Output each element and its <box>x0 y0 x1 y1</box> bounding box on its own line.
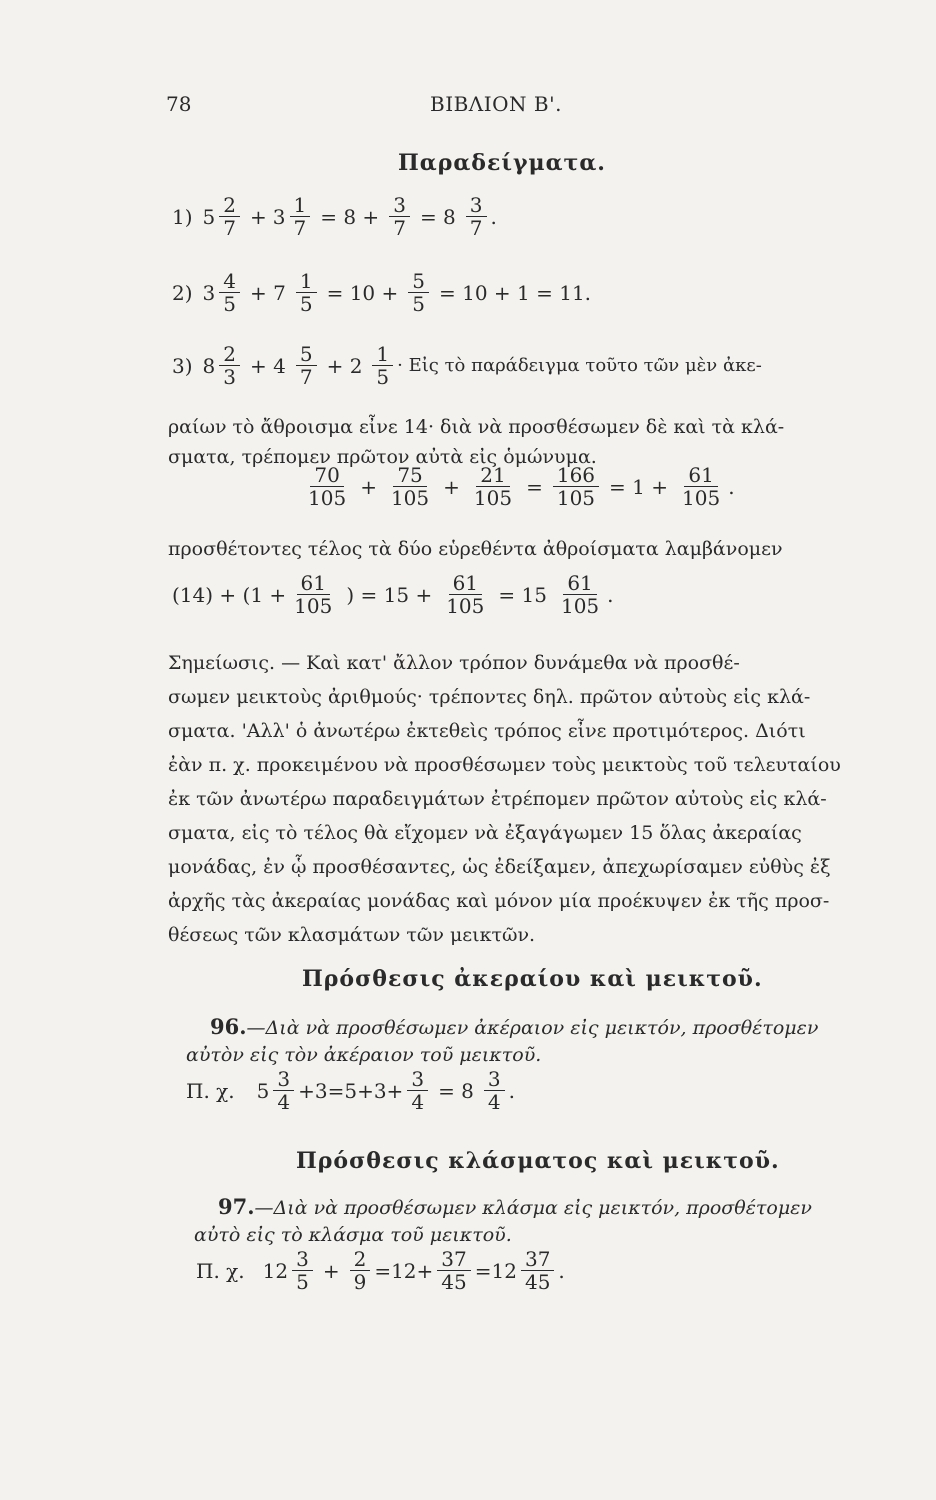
example-label: 1) <box>172 204 193 229</box>
note-line: ἀρχῆς τὰς ἀκεραίας μονάδας καὶ μόνον μία προέκυψεν ἐκ τῆς προσ- <box>168 890 830 912</box>
section-96-line <box>210 1014 818 1039</box>
fraction: $\frac{37}{45}$ <box>521 1248 554 1293</box>
section-text: —Διὰ νὰ προσθέσωμεν ἀκέραιον εἰς μεικτόν, προσθέτομεν <box>246 1017 819 1039</box>
example-2 <box>172 270 597 315</box>
fraction: $\frac{3}{4}$ <box>407 1068 428 1113</box>
equation-part: (14) + (1 + <box>172 582 287 607</box>
operator: +3=5+3+ <box>298 1078 404 1103</box>
operator: = 8 <box>438 1078 474 1103</box>
whole: 12 <box>262 1258 289 1283</box>
fraction: $\frac{3}{5}$ <box>292 1248 313 1293</box>
fraction: $\frac{2}{9}$ <box>350 1248 371 1293</box>
example-label: Π. χ. <box>196 1258 245 1283</box>
fraction: $\frac{5}{7}$ <box>296 343 317 388</box>
fraction: $\frac{3}{7}$ <box>389 194 410 239</box>
paragraph-line: προσθέτοντες τέλος τὰ δύο εὑρεθέντα ἀθροίσματα λαμβάνομεν <box>168 538 783 560</box>
fraction: $\frac{1}{7}$ <box>290 194 311 239</box>
operator: = 15 <box>498 582 547 607</box>
fraction: $\frac{37}{45}$ <box>437 1248 470 1293</box>
operator: = 1 + <box>609 474 669 499</box>
fraction: $\frac{70}{105}$ <box>308 463 347 510</box>
fraction: $\frac{3}{4}$ <box>484 1068 505 1113</box>
note-line: σματα, εἰς τὸ τέλος θὰ εἴχομεν νὰ ἐξαγάγωμεν 15 ὅλας ἀκεραίας <box>168 822 802 844</box>
fraction: $\frac{5}{5}$ <box>408 270 429 315</box>
running-title: ΒΙΒΛΙΟΝ Β'. <box>430 92 562 116</box>
fraction: $\frac{1}{5}$ <box>372 343 393 388</box>
note-line: μονάδας, ἐν ᾧ προσθέσαντες, ὡς ἐδείξαμεν, ἀπεχωρίσαμεν εὐθὺς ἐξ <box>168 856 831 878</box>
page-number: 78 <box>166 92 192 116</box>
period: . <box>508 1078 515 1103</box>
operator: = 10 + <box>326 280 399 305</box>
operator: + 2 <box>326 353 363 378</box>
operator: + <box>250 204 267 229</box>
section-97-line: αὐτὸ εἰς τὸ κλάσμα τοῦ μεικτοῦ. <box>194 1224 512 1246</box>
example-1 <box>172 194 497 239</box>
note-line: ἐκ τῶν ἀνωτέρω παραδειγμάτων ἐτρέπομεν πρῶτον αὐτοὺς εἰς κλά- <box>168 788 827 810</box>
fraction: $\frac{61}{105}$ <box>446 571 485 618</box>
example-3 <box>172 343 762 388</box>
paragraph-line: ραίων τὸ ἄθροισμα εἶνε 14· διὰ νὰ προσθέσωμεν δὲ καὶ τὰ κλά- <box>168 416 785 438</box>
fraction: $\frac{21}{105}$ <box>473 463 513 510</box>
section-97-line <box>218 1194 812 1219</box>
section-number: 97. <box>218 1194 255 1219</box>
whole: 3 <box>272 204 286 229</box>
fraction: $\frac{3}{4}$ <box>273 1068 294 1113</box>
fraction: $\frac{61}{105}$ <box>294 571 333 618</box>
section-text: —Διὰ νὰ προσθέσωμεν κλάσμα εἰς μεικτόν, προσθέτομεν <box>254 1197 812 1219</box>
example-label: Π. χ. <box>186 1078 235 1103</box>
note-line: Σημείωσις. — Καὶ κατ' ἄλλον τρόπον δυνάμεθα νὰ προσθέ- <box>168 652 740 674</box>
period: . <box>558 1258 565 1283</box>
fraction: $\frac{2}{7}$ <box>219 194 240 239</box>
note-line: σματα. 'Αλλ' ὁ ἀνωτέρω ἐκτεθεὶς τρόπος εἶνε προτιμότερος. Διότι <box>168 720 806 742</box>
sum-equation: $\frac{70}{105}$ + $\frac{75}{105}$ + $\frac{21}{105}$ = $\frac{166}{105}$ = 1 + $\frac{61}{105}$ . <box>300 464 735 509</box>
whole: 5 <box>256 1078 270 1103</box>
period: . <box>490 204 497 229</box>
whole: 8 <box>202 353 216 378</box>
examples-heading: Παραδείγματα. <box>398 150 606 176</box>
section-96-line: αὐτὸν εἰς τὸν ἀκέραιον τοῦ μεικτοῦ. <box>186 1044 542 1066</box>
example-label: 3) <box>172 353 193 378</box>
fraction: $\frac{1}{5}$ <box>296 270 317 315</box>
fraction: $\frac{2}{3}$ <box>219 343 240 388</box>
section-97-example <box>196 1248 565 1293</box>
note-line: θέσεως τῶν κλασμάτων τῶν μεικτῶν. <box>168 924 536 946</box>
fraction: $\frac{61}{105}$ <box>682 463 721 510</box>
period: . <box>607 582 614 607</box>
final-equation <box>172 572 614 617</box>
section-number: 96. <box>210 1014 247 1039</box>
period: . <box>728 474 735 499</box>
operator: ) = 15 + <box>346 582 433 607</box>
fraction: $\frac{75}{105}$ <box>390 463 430 510</box>
operator: + <box>322 1258 340 1283</box>
note-line: σωμεν μεικτοὺς ἀριθμούς· τρέποντες δηλ. πρῶτον αὐτοὺς εἰς κλά- <box>168 686 811 708</box>
fraction: $\frac{166}{105}$ <box>553 464 599 509</box>
fraction: $\frac{3}{7}$ <box>466 194 487 239</box>
section-97-heading: Πρόσθεσις κλάσματος καὶ μεικτοῦ. <box>296 1148 780 1174</box>
operator: = 8 <box>419 204 456 229</box>
operator: = 10 + 1 = 11. <box>439 280 592 305</box>
fraction: $\frac{4}{5}$ <box>219 270 240 315</box>
section-96-example <box>186 1068 515 1113</box>
fraction: $\frac{61}{105}$ <box>560 571 600 618</box>
operator: = 8 + <box>320 204 380 229</box>
whole: 3 <box>202 280 216 305</box>
example-label: 2) <box>172 280 193 305</box>
operator: =12+ <box>374 1258 434 1283</box>
whole: 5 <box>202 204 216 229</box>
example-text: · Εἰς τὸ παράδειγμα τοῦτο τῶν μὲν ἀκε- <box>397 355 762 376</box>
note-line: ἐὰν π. χ. προκειμένου νὰ προσθέσωμεν τοὺς μεικτοὺς τοῦ τελευταίου <box>168 754 841 776</box>
paragraph-line: σματα, τρέπομεν πρῶτον αὐτὰ εἰς ὁμώνυμα. <box>168 446 597 468</box>
operator: + 7 <box>250 280 286 305</box>
operator: =12 <box>474 1258 517 1283</box>
section-96-heading: Πρόσθεσις ἀκεραίου καὶ μεικτοῦ. <box>302 966 763 992</box>
operator: + 4 <box>250 353 286 378</box>
